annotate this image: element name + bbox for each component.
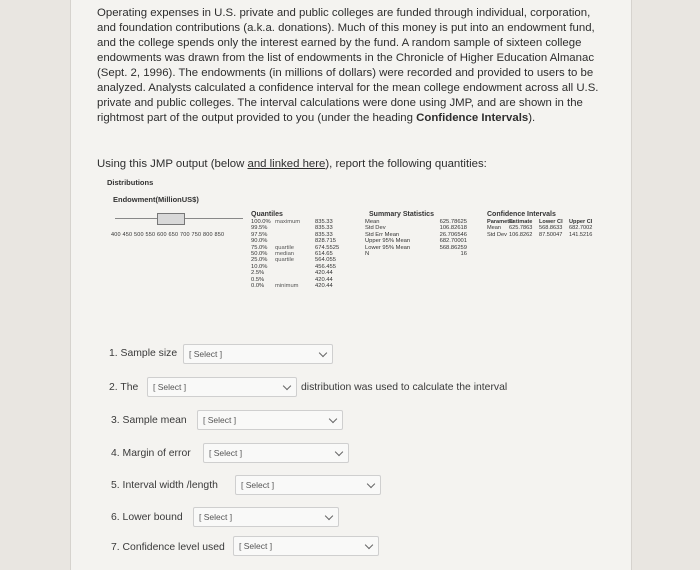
chevron-down-icon [329,415,337,423]
lower-bound-select[interactable] [193,507,339,527]
quantile-pct: 0.5% [251,276,265,283]
chevron-down-icon [283,382,291,390]
quantile-value: 420.44 [315,283,333,290]
quantile-value: 614.65 [315,251,333,258]
summary-header: Summary Statistics [369,211,434,218]
sample-size-select[interactable] [183,344,333,364]
instruction-prefix: Using this JMP output (below [97,158,248,170]
quantiles-table [251,211,341,289]
summary-value: 625.78625 [439,219,467,225]
question-page [70,0,632,570]
question-5-label: 5. Interval width /length [111,480,218,491]
chevron-down-icon [335,448,343,456]
quantile-value: 420.44 [315,270,333,277]
question-2 [109,382,138,393]
quantile-pct: 25.0% [251,257,268,264]
ci-cell: 106.8262 [509,231,533,238]
summary-value: 682.70001 [439,238,467,245]
summary-value: 26.706546 [439,231,467,238]
quantiles-header: Quantiles [251,211,283,218]
summary-key: Mean [365,219,380,225]
select-value: [ Select ] [203,415,237,425]
ci-cell: 625.7863 [509,225,533,232]
select-value: [ Select ] [189,349,223,359]
distribution-select[interactable] [147,377,297,397]
question-5 [111,480,218,491]
quantile-name: median [275,251,295,258]
quantile-value: 835.33 [315,219,333,225]
summary-value: 106.82618 [439,225,467,232]
summary-row [365,251,485,257]
ci-cell: 87.50047 [539,231,563,238]
ci-header: Confidence Intervals [487,211,556,218]
summary-value: 16 [460,251,467,258]
ci-col-header: Upper CI [569,219,593,225]
problem-text-end: ). [528,112,536,124]
instruction [97,158,609,170]
confidence-level-select[interactable] [233,536,379,556]
summary-key: Lower 95% Mean [365,244,411,251]
summary-key: Std Dev [365,225,386,232]
quantile-pct: 75.0% [251,244,268,251]
ci-cell: 568.8633 [539,225,563,232]
question-1-label: 1. Sample size [109,348,178,359]
select-value: [ Select ] [199,512,233,522]
question-3-label: 3. Sample mean [111,415,187,426]
quantile-pct: 50.0% [251,251,268,258]
box-plot-axis-ticks: 400 450 500 550 600 650 700 750 800 850 [111,232,225,238]
quantile-pct: 90.0% [251,238,268,245]
question-2-suffix [301,382,507,393]
margin-of-error-select[interactable] [203,443,349,463]
problem-paragraph [97,6,609,126]
question-7 [111,542,225,553]
quantile-value: 835.33 [315,231,333,238]
question-6-label: 6. Lower bound [111,512,183,523]
ci-col-header: Parameter [487,219,515,225]
select-value: [ Select ] [153,382,187,392]
select-value: [ Select ] [209,448,243,458]
box-plot-box [157,213,185,225]
quantile-pct: 100.0% [251,219,271,225]
question-2-label: 2. The [109,382,139,393]
quantile-name: quartile [275,244,295,251]
select-value: [ Select ] [239,541,273,551]
linked-here-link[interactable]: and linked here [247,158,326,170]
quantile-value: 564.055 [315,257,336,264]
ci-row-std-dev [487,232,603,238]
chevron-down-icon [325,512,333,520]
quantile-pct: 99.5% [251,225,268,232]
sample-mean-select[interactable] [197,410,343,430]
summary-key: Upper 95% Mean [365,238,411,245]
chevron-down-icon [319,349,327,357]
select-value: [ Select ] [241,480,275,490]
quantile-pct: 0.0% [251,283,265,290]
question-3 [111,415,187,426]
quantile-value: 456.455 [315,263,336,270]
quantile-value: 828.715 [315,238,336,245]
instruction-suffix: ), report the following quantities: [325,158,487,170]
summary-key: N [365,251,370,258]
box-plot [111,210,247,240]
quantile-pct: 2.5% [251,270,265,277]
quantile-value: 420.44 [315,276,333,283]
ci-cell: Mean [487,225,501,232]
confidence-intervals-table [487,211,603,238]
interval-width-select[interactable] [235,475,381,495]
summary-value: 568.86259 [439,244,467,251]
question-6 [111,512,183,523]
quantile-name: minimum [275,283,299,290]
quantile-name: quartile [275,257,295,264]
ci-cell: 141.5216 [569,231,593,238]
problem-text: Operating expenses in U.S. private and public colleges are funded through individual, corporation, and foundation contributions (a.k.a. donations). Much of this money is put into an endowment fund, and the college spends only the interest earned by the fund. A random sample of sixteen college endowments was drawn from the list of endowments in the Chronicle of Higher Education Almanac (Sept. 2, 1996). The endowments (in millions of dollars) were recorded and provided to users to be analyzed. Analysts calculated a confidence interval for the mean college endowment across all U.S. private and public colleges. The interval calculations were done using JMP, and are shown in the rightmost part of the output provided to you (under the heading [97,7,599,124]
ci-cell: 682.7002 [569,225,593,232]
ci-col-header: Estimate [509,219,533,225]
jmp-title: Distributions [107,178,154,187]
quantile-row [251,283,341,289]
question-1 [109,348,177,359]
quantile-pct: 97.5% [251,231,268,238]
quantile-value: 674.5525 [315,244,340,251]
chevron-down-icon [367,480,375,488]
jmp-output [103,178,603,338]
jmp-subtitle: Endowment(MillionUS$) [113,195,199,204]
quantile-value: 835.33 [315,225,333,232]
question-4 [111,448,191,459]
summary-key: Std Err Mean [365,231,400,238]
ci-cell: Std Dev [487,231,507,238]
quantile-pct: 10.0% [251,263,268,270]
problem-text-bold: Confidence Intervals [416,112,529,124]
quantile-name: maximum [275,219,301,225]
chevron-down-icon [365,541,373,549]
question-4-label: 4. Margin of error [111,448,191,459]
summary-statistics-table [365,211,485,257]
question-2-suffix-text: distribution was used to calculate the interval [301,382,508,393]
question-7-label: 7. Confidence level used [111,542,225,553]
ci-col-header: Lower CI [539,219,563,225]
